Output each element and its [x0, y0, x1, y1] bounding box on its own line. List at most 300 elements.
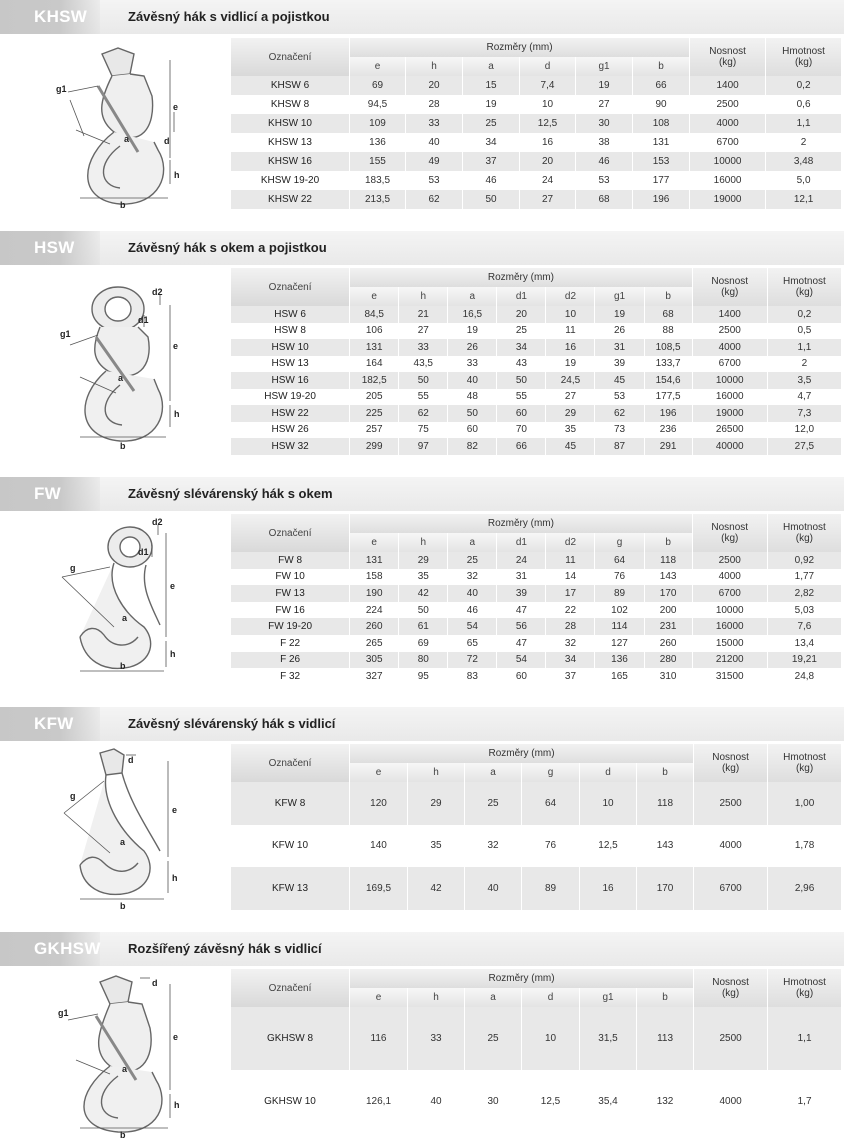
product-designation: HSW 8 [231, 323, 349, 340]
table-cell: 50 [398, 372, 447, 389]
table-cell: 7,3 [767, 405, 841, 422]
table-cell: 2500 [693, 782, 767, 825]
table-cell: 62 [594, 405, 643, 422]
table-cell: 231 [644, 618, 692, 635]
dim-col-header: d [579, 763, 636, 782]
dim-label: b [120, 901, 126, 911]
product-designation: FW 10 [231, 569, 349, 586]
product-designation: HSW 32 [231, 438, 349, 455]
table-cell: 46 [575, 152, 632, 171]
dim-col-header: g [594, 533, 643, 552]
dim-label: b [120, 200, 126, 210]
table-row [231, 1007, 841, 1070]
table-cell: 1,7 [767, 1070, 841, 1133]
nosnost-label: Nosnost [711, 276, 749, 287]
table-cell: 5,03 [767, 602, 841, 619]
table-cell: 1,1 [767, 339, 841, 356]
table-cell: 89 [521, 867, 579, 910]
table-cell: 29 [398, 552, 447, 569]
table-cell: 20 [519, 152, 575, 171]
table-cell: 265 [349, 635, 398, 652]
table-cell: 21 [398, 306, 447, 323]
table-cell: 73 [594, 422, 643, 439]
table-cell: 33 [398, 339, 447, 356]
table-cell: 0,92 [767, 552, 841, 569]
spec-table [231, 268, 841, 455]
dim-col-header: e [349, 763, 407, 782]
table-cell: 35 [545, 422, 594, 439]
product-designation: HSW 6 [231, 306, 349, 323]
table-cell: 1,78 [767, 825, 841, 868]
table-cell: 68 [644, 306, 692, 323]
table-cell: 69 [349, 76, 405, 95]
product-designation: FW 8 [231, 552, 349, 569]
dim-label: b [120, 441, 126, 451]
dim-label: g [70, 791, 76, 801]
col-header-oznaceni: Označení [231, 744, 349, 782]
table-row [231, 95, 841, 114]
table-cell: 15 [462, 76, 519, 95]
table-cell: 40 [447, 372, 496, 389]
nosnost-unit: (kg) [721, 287, 739, 298]
table-cell: 16 [519, 133, 575, 152]
section-header [0, 477, 844, 511]
table-cell: 120 [349, 782, 407, 825]
table-cell: 132 [636, 1070, 693, 1133]
hmotnost-unit: (kg) [795, 287, 813, 298]
dim-label: d [164, 136, 170, 146]
dim-col-header: e [349, 533, 398, 552]
table-cell: 68 [575, 190, 632, 209]
table-cell: 12,1 [765, 190, 841, 209]
table-cell: 31500 [692, 668, 767, 685]
dim-label: d1 [138, 315, 149, 325]
table-cell: 131 [349, 552, 398, 569]
col-header-rozmery: Rozměry (mm) [349, 969, 693, 988]
table-cell: 45 [594, 372, 643, 389]
dim-label: d [152, 978, 158, 988]
table-cell: 76 [594, 569, 643, 586]
table-cell: 153 [632, 152, 689, 171]
table-cell: 90 [632, 95, 689, 114]
table-row [231, 569, 841, 586]
dim-label: b [120, 1130, 126, 1140]
table-body [231, 782, 841, 910]
table-cell: 6700 [692, 585, 767, 602]
table-cell: 24 [496, 552, 545, 569]
spec-table [231, 514, 841, 685]
table-cell: 34 [462, 133, 519, 152]
table-cell: 16,5 [447, 306, 496, 323]
table-cell: 45 [545, 438, 594, 455]
hook-diagram [40, 275, 200, 455]
table-cell: 4000 [689, 114, 765, 133]
table-cell: 29 [545, 405, 594, 422]
product-designation: HSW 16 [231, 372, 349, 389]
dim-label: a [120, 837, 126, 847]
table-row [231, 422, 841, 439]
dim-label: h [174, 170, 180, 180]
product-code: KHSW [0, 0, 100, 34]
col-header-nosnost [692, 514, 767, 552]
hmotnost-label: Hmotnost [782, 276, 826, 287]
dim-label: d [128, 755, 134, 765]
table-cell: 257 [349, 422, 398, 439]
table-cell: 205 [349, 389, 398, 406]
table-cell: 25 [464, 782, 521, 825]
nosnost-label: Nosnost [712, 977, 749, 988]
product-designation: HSW 13 [231, 356, 349, 373]
table-cell: 12,0 [767, 422, 841, 439]
table-cell: 60 [496, 405, 545, 422]
table-cell: 39 [594, 356, 643, 373]
table-cell: 33 [407, 1007, 464, 1070]
col-header-oznaceni: Označení [231, 514, 349, 552]
table-row [231, 306, 841, 323]
section-header [0, 231, 844, 265]
table-cell: 37 [545, 668, 594, 685]
table-cell: 7,6 [767, 618, 841, 635]
table-cell: 10000 [689, 152, 765, 171]
dim-col-header: d2 [545, 533, 594, 552]
table-cell: 80 [398, 652, 447, 669]
section-title: Závěsný hák s vidlicí a pojistkou [128, 9, 330, 24]
table-cell: 53 [405, 171, 462, 190]
table-cell: 200 [644, 602, 692, 619]
dim-label: e [173, 102, 179, 112]
table-cell: 42 [407, 867, 464, 910]
table-row [231, 389, 841, 406]
dim-col-header: g1 [594, 287, 643, 306]
table-cell: 165 [594, 668, 643, 685]
table-cell: 140 [349, 825, 407, 868]
table-cell: 19 [575, 76, 632, 95]
table-cell: 16 [579, 867, 636, 910]
table-cell: 26500 [692, 422, 767, 439]
product-designation: KFW 13 [231, 867, 349, 910]
table-cell: 32 [545, 635, 594, 652]
hmotnost-unit: (kg) [795, 763, 814, 774]
table-row [231, 825, 841, 868]
table-cell: 133,7 [644, 356, 692, 373]
table-cell: 327 [349, 668, 398, 685]
table-cell: 66 [496, 438, 545, 455]
table-cell: 65 [447, 635, 496, 652]
table-cell: 25 [464, 1007, 521, 1070]
table-cell: 27 [398, 323, 447, 340]
col-header-rozmery: Rozměry (mm) [349, 744, 693, 763]
table-cell: 2,96 [767, 867, 841, 910]
table-cell: 2500 [693, 1007, 767, 1070]
table-row [231, 668, 841, 685]
dim-col-header: d1 [496, 533, 545, 552]
col-header-rozmery: Rozměry (mm) [349, 38, 689, 57]
hmotnost-unit: (kg) [795, 533, 813, 544]
table-cell: 64 [521, 782, 579, 825]
dim-label: g [70, 563, 76, 573]
dim-col-header: b [636, 988, 693, 1007]
table-cell: 50 [398, 602, 447, 619]
table-cell: 88 [644, 323, 692, 340]
table-cell: 155 [349, 152, 405, 171]
product-designation: GKHSW 8 [231, 1007, 349, 1070]
table-cell: 28 [545, 618, 594, 635]
hmotnost-label: Hmotnost [783, 752, 826, 763]
table-cell: 37 [462, 152, 519, 171]
table-cell: 6700 [689, 133, 765, 152]
table-row [231, 114, 841, 133]
dim-col-header: a [447, 533, 496, 552]
dim-label: a [122, 1064, 128, 1074]
table-cell: 61 [398, 618, 447, 635]
table-cell: 108,5 [644, 339, 692, 356]
table-cell: 19 [462, 95, 519, 114]
product-designation: KFW 8 [231, 782, 349, 825]
table-cell: 12,5 [521, 1070, 579, 1133]
col-header-nosnost [689, 38, 765, 76]
table-cell: 4000 [692, 339, 767, 356]
table-cell: 7,4 [519, 76, 575, 95]
table-cell: 50 [496, 372, 545, 389]
table-cell: 69 [398, 635, 447, 652]
product-designation: FW 16 [231, 602, 349, 619]
table-cell: 49 [405, 152, 462, 171]
dim-label: e [170, 581, 176, 591]
section-title: Závěsný slévárenský hák s vidlicí [128, 716, 336, 731]
table-cell: 2500 [689, 95, 765, 114]
nosnost-label: Nosnost [709, 46, 746, 57]
table-cell: 43 [496, 356, 545, 373]
section-header [0, 0, 844, 34]
table-cell: 3,48 [765, 152, 841, 171]
table-cell: 2 [765, 133, 841, 152]
dim-col-header: g1 [575, 57, 632, 76]
dim-label: h [170, 649, 176, 659]
table-cell: 136 [349, 133, 405, 152]
table-row [231, 867, 841, 910]
eye-hook-safety-latch-drawing [40, 275, 200, 455]
dim-col-header: d2 [545, 287, 594, 306]
dim-label: g1 [56, 84, 67, 94]
table-row [231, 635, 841, 652]
table-body [231, 1007, 841, 1133]
product-designation: GKHSW 10 [231, 1070, 349, 1133]
table-cell: 299 [349, 438, 398, 455]
col-header-nosnost [693, 969, 767, 1007]
col-header-hmotnost [767, 969, 841, 1007]
dim-col-header: d1 [496, 287, 545, 306]
foundry-clevis-hook-drawing [40, 747, 200, 913]
table-cell: 196 [632, 190, 689, 209]
table-cell: 82 [447, 438, 496, 455]
dim-col-header: a [447, 287, 496, 306]
table-cell: 31 [594, 339, 643, 356]
dim-label: e [172, 805, 178, 815]
table-cell: 40 [447, 585, 496, 602]
table-cell: 2 [767, 356, 841, 373]
table-cell: 43,5 [398, 356, 447, 373]
table-cell: 25 [496, 323, 545, 340]
dim-label: e [173, 341, 179, 351]
table-cell: 12,5 [579, 825, 636, 868]
dim-col-header: a [462, 57, 519, 76]
dim-col-header: b [644, 533, 692, 552]
hmotnost-label: Hmotnost [783, 977, 826, 988]
table-cell: 158 [349, 569, 398, 586]
table-cell: 136 [594, 652, 643, 669]
product-code: KFW [0, 707, 100, 741]
hmotnost-label: Hmotnost [782, 46, 825, 57]
table-cell: 30 [575, 114, 632, 133]
table-cell: 26 [594, 323, 643, 340]
table-cell: 66 [632, 76, 689, 95]
table-cell: 6700 [693, 867, 767, 910]
table-cell: 22 [545, 602, 594, 619]
table-cell: 164 [349, 356, 398, 373]
table-cell: 2,82 [767, 585, 841, 602]
table-cell: 47 [496, 635, 545, 652]
table-cell: 1,77 [767, 569, 841, 586]
table-cell: 116 [349, 1007, 407, 1070]
section-gkhsw [0, 932, 844, 1142]
table-row [231, 438, 841, 455]
col-header-hmotnost [767, 744, 841, 782]
section-header [0, 932, 844, 966]
product-designation: KFW 10 [231, 825, 349, 868]
table-cell: 55 [398, 389, 447, 406]
col-header-hmotnost [765, 38, 841, 76]
product-designation: HSW 10 [231, 339, 349, 356]
table-cell: 10 [519, 95, 575, 114]
table-cell: 17 [545, 585, 594, 602]
dim-col-header: b [636, 763, 693, 782]
table-cell: 113 [636, 1007, 693, 1070]
table-cell: 19,21 [767, 652, 841, 669]
table-cell: 28 [405, 95, 462, 114]
table-cell: 131 [632, 133, 689, 152]
table-cell: 170 [636, 867, 693, 910]
extended-clevis-hook-drawing [40, 972, 200, 1140]
table-cell: 53 [594, 389, 643, 406]
table-row [231, 356, 841, 373]
table-cell: 291 [644, 438, 692, 455]
nosnost-label: Nosnost [712, 752, 749, 763]
table-cell: 62 [405, 190, 462, 209]
table-cell: 16000 [692, 389, 767, 406]
dim-col-header: b [632, 57, 689, 76]
table-cell: 19 [594, 306, 643, 323]
hook-diagram [40, 40, 200, 210]
product-designation: KHSW 8 [231, 95, 349, 114]
col-header-hmotnost [767, 514, 841, 552]
table-cell: 35,4 [579, 1070, 636, 1133]
dim-label: a [118, 373, 124, 383]
table-cell: 16000 [689, 171, 765, 190]
hmotnost-label: Hmotnost [782, 522, 826, 533]
table-cell: 177,5 [644, 389, 692, 406]
table-cell: 30 [464, 1070, 521, 1133]
table-cell: 35 [407, 825, 464, 868]
table-cell: 35 [398, 569, 447, 586]
col-header-oznaceni: Označení [231, 38, 349, 76]
table-body [231, 552, 841, 685]
product-designation: HSW 19-20 [231, 389, 349, 406]
dim-col-header: e [349, 57, 405, 76]
nosnost-label: Nosnost [711, 522, 749, 533]
section-title: Rozšířený závěsný hák s vidlicí [128, 941, 322, 956]
table-cell: 29 [407, 782, 464, 825]
table-cell: 182,5 [349, 372, 398, 389]
table-row [231, 76, 841, 95]
table-cell: 196 [644, 405, 692, 422]
dim-col-header: g1 [579, 988, 636, 1007]
dim-col-header: g [521, 763, 579, 782]
table-cell: 2500 [692, 323, 767, 340]
section-title: Závěsný slévárenský hák s okem [128, 486, 333, 501]
table-cell: 56 [496, 618, 545, 635]
table-cell: 1400 [692, 306, 767, 323]
table-row [231, 190, 841, 209]
table-row [231, 618, 841, 635]
table-cell: 60 [496, 668, 545, 685]
nosnost-unit: (kg) [721, 763, 740, 774]
table-cell: 131 [349, 339, 398, 356]
table-cell: 40 [405, 133, 462, 152]
table-cell: 177 [632, 171, 689, 190]
dim-label: e [173, 1032, 179, 1042]
table-cell: 34 [545, 652, 594, 669]
table-cell: 64 [594, 552, 643, 569]
table-cell: 2500 [692, 552, 767, 569]
table-cell: 169,5 [349, 867, 407, 910]
table-cell: 75 [398, 422, 447, 439]
col-header-oznaceni: Označení [231, 969, 349, 1007]
product-designation: FW 19-20 [231, 618, 349, 635]
table-cell: 108 [632, 114, 689, 133]
dim-col-header: e [349, 988, 407, 1007]
table-cell: 16000 [692, 618, 767, 635]
product-code: FW [0, 477, 100, 511]
col-header-oznaceni: Označení [231, 268, 349, 306]
table-cell: 224 [349, 602, 398, 619]
table-cell: 310 [644, 668, 692, 685]
table-cell: 40 [464, 867, 521, 910]
table-cell: 72 [447, 652, 496, 669]
table-cell: 102 [594, 602, 643, 619]
table-cell: 118 [644, 552, 692, 569]
product-designation: F 26 [231, 652, 349, 669]
table-cell: 21200 [692, 652, 767, 669]
table-cell: 27 [575, 95, 632, 114]
table-cell: 20 [496, 306, 545, 323]
table-cell: 1400 [689, 76, 765, 95]
table-cell: 33 [447, 356, 496, 373]
table-cell: 95 [398, 668, 447, 685]
table-cell: 32 [464, 825, 521, 868]
table-cell: 10 [545, 306, 594, 323]
table-cell: 19000 [692, 405, 767, 422]
product-designation: KHSW 6 [231, 76, 349, 95]
table-cell: 143 [644, 569, 692, 586]
col-header-rozmery: Rozměry (mm) [349, 514, 692, 533]
dim-col-header: h [398, 287, 447, 306]
col-header-nosnost [693, 744, 767, 782]
dim-label: h [174, 409, 180, 419]
table-cell: 143 [636, 825, 693, 868]
table-cell: 0,2 [767, 306, 841, 323]
table-cell: 127 [594, 635, 643, 652]
table-cell: 6700 [692, 356, 767, 373]
